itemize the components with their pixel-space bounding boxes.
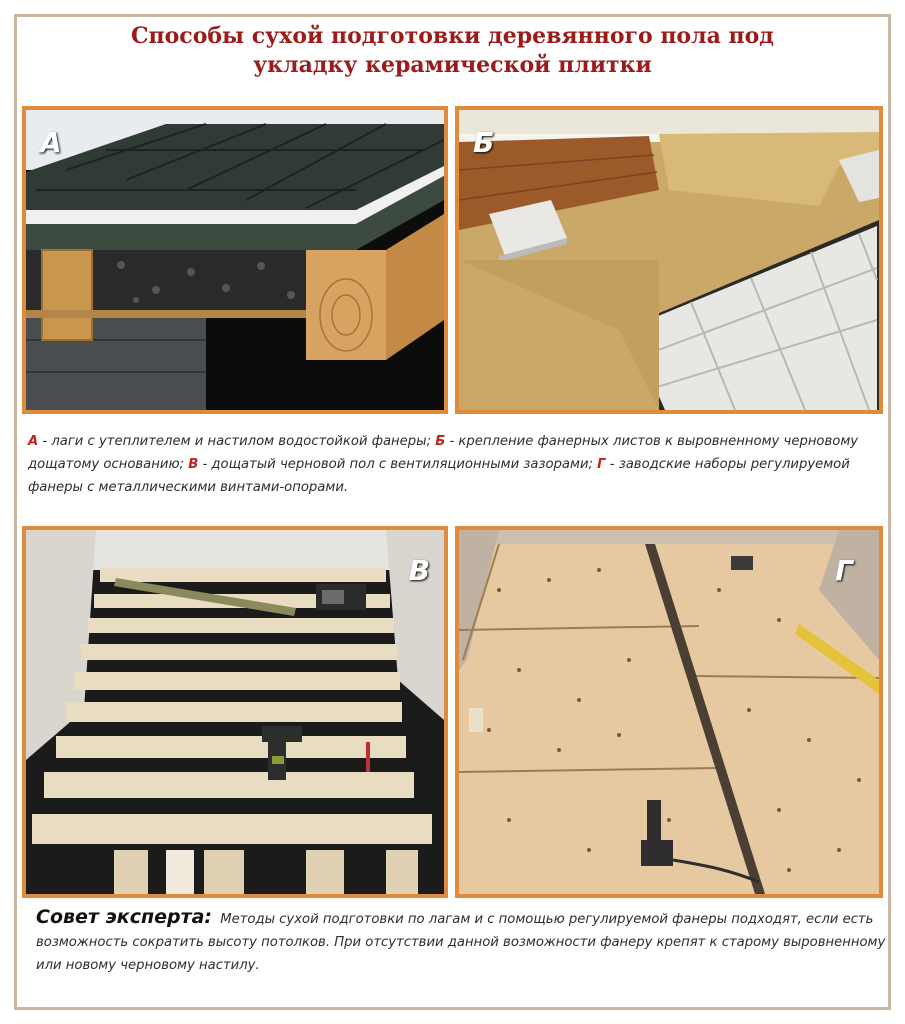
caption-key-a: А [28, 434, 39, 449]
photo-b-illustration [459, 110, 879, 410]
photo-a-illustration [26, 110, 444, 410]
title-line-1: Способы сухой подготовки деревянного пола под [131, 23, 774, 49]
photo-caption [28, 430, 878, 499]
photo-g-illustration [459, 530, 879, 894]
caption-text-g: - заводские наборы регулируемой фанеры с металлическими винтами-опорами. [28, 457, 850, 495]
expert-tip-label: Совет эксперта: [36, 906, 213, 928]
expert-tip [36, 906, 886, 977]
caption-key-g: Г [597, 457, 606, 472]
photo-g-letter: Г [835, 554, 853, 587]
photo-b-letter: Б [473, 126, 495, 159]
photo-g-adjustable-plywood [455, 526, 883, 898]
page-title [0, 22, 905, 80]
photo-v-board-subfloor [22, 526, 448, 898]
photo-b-plywood-on-boards [455, 106, 883, 414]
caption-text-a: - лаги с утеплителем и настилом водостойкой фанеры; [38, 434, 436, 449]
caption-key-b: Б [435, 434, 446, 449]
expert-tip-text: Методы сухой подготовки по лагам и с помощью регулируемой фанеры подходят, если есть возможность сократить высоту потолков. При отсутствии данной возможности фанеру крепят к старому выровненному или новому черновому настилу. [36, 912, 886, 973]
photo-v-illustration [26, 530, 444, 894]
title-line-2: укладку керамической плитки [253, 52, 652, 78]
caption-text-v: - дощатый черновой пол с вентиляционными зазорами; [198, 457, 598, 472]
photo-a-joists-with-insulation [22, 106, 448, 414]
photo-v-letter: В [408, 554, 430, 587]
caption-text-b: - крепление фанерных листов к выровненному черновому дощатому основанию; [28, 434, 859, 472]
photo-a-letter: А [40, 126, 62, 159]
caption-key-v: В [188, 457, 199, 472]
